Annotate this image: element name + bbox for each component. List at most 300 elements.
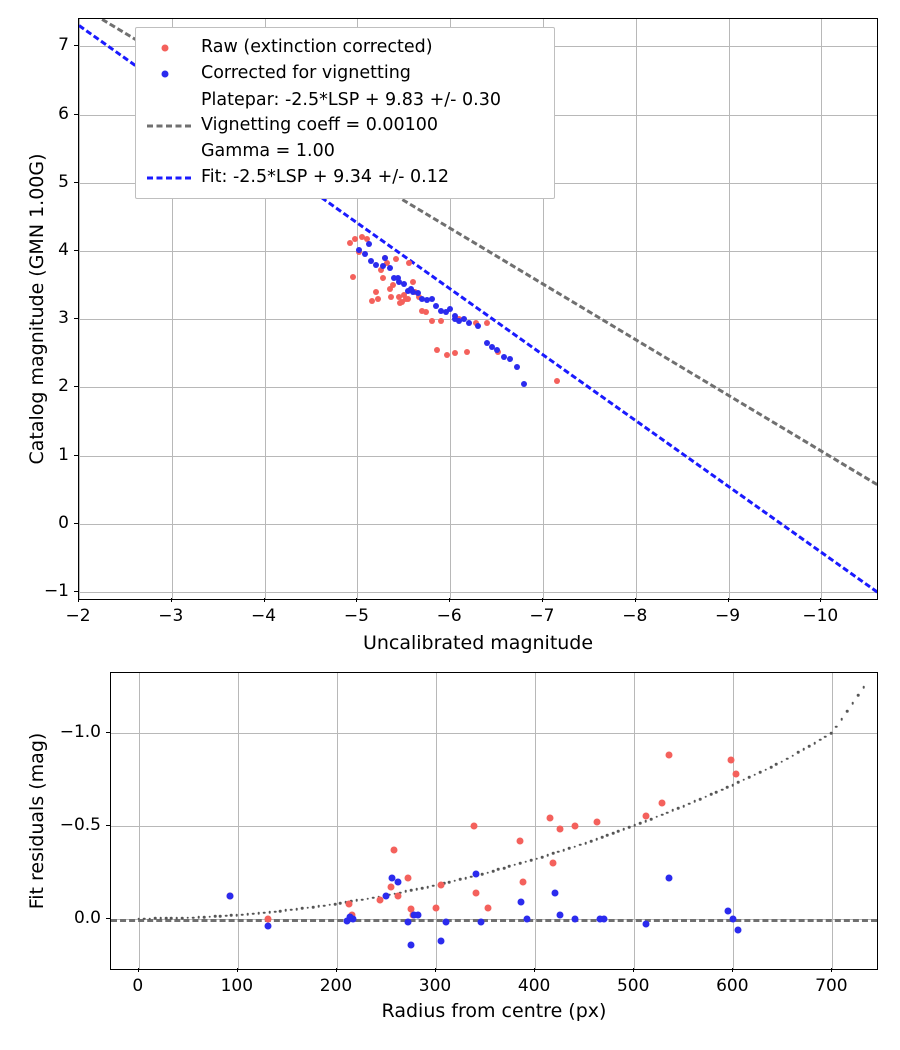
x-tick-label: −2 <box>65 606 91 626</box>
y-tick-label: −1 <box>43 581 69 602</box>
vignetting-curve-dot <box>846 710 849 713</box>
vignetting-curve-dot <box>862 686 865 689</box>
corrected-data-point <box>401 281 407 287</box>
raw-residual-point <box>264 915 271 922</box>
vignetting-curve-dot <box>672 809 675 812</box>
corrected-data-point <box>466 320 472 326</box>
y-tick-label: 0 <box>58 512 69 533</box>
zero-residual-line <box>111 919 877 922</box>
corrected-data-point <box>452 313 458 319</box>
gridline-vertical <box>436 673 437 969</box>
fit-residuals-plot <box>110 672 878 970</box>
vignetting-curve-dot <box>759 771 762 774</box>
x-tick <box>633 968 634 972</box>
legend-label-vignetting-coeff: Vignetting coeff = 0.00100 <box>201 115 439 136</box>
raw-residual-point <box>728 757 735 764</box>
x-tick-label: 700 <box>815 976 848 996</box>
y-tick <box>106 732 110 733</box>
vignetting-curve-dot <box>225 914 228 917</box>
raw-data-point <box>452 350 458 356</box>
x-tick-label: −8 <box>622 606 648 626</box>
vignetting-curve-dot <box>514 864 517 867</box>
x-tick <box>336 968 337 972</box>
gridline-vertical <box>729 19 730 599</box>
legend-label-platepar: Platepar: -2.5*LSP + 9.83 +/- 0.30 <box>201 89 501 110</box>
vignetting-curve-dot <box>486 871 489 874</box>
vignetting-curve-dot <box>355 899 358 902</box>
bottom-xaxis-label: Radius from centre (px) <box>381 1000 607 1022</box>
vignetting-curve-dot <box>601 836 604 839</box>
vignetting-curve-dot <box>813 742 816 745</box>
vignetting-curve-dot <box>181 917 184 920</box>
vignetting-curve-dot <box>268 911 271 914</box>
legend-row-raw <box>146 35 542 61</box>
x-tick <box>732 968 733 972</box>
vignetting-curve-dot <box>241 913 244 916</box>
corrected-data-point <box>362 251 368 257</box>
x-tick-label: 100 <box>220 976 254 996</box>
vignetting-curve-dot <box>257 912 260 915</box>
vignetting-curve-dot <box>677 807 680 810</box>
raw-residual-point <box>484 904 491 911</box>
corrected-data-point <box>507 356 513 362</box>
vignetting-curve-dot <box>317 905 320 908</box>
legend-label-corrected: Corrected for vignetting <box>201 63 411 84</box>
vignetting-curve-dot <box>753 773 756 776</box>
vignetting-curve-dot <box>541 856 544 859</box>
vignetting-curve-dot <box>557 850 560 853</box>
raw-residual-point <box>517 837 524 844</box>
corrected-data-point <box>366 241 372 247</box>
corrected-residual-point <box>551 889 558 896</box>
x-tick <box>728 598 729 602</box>
raw-residual-point <box>593 818 600 825</box>
vignetting-curve-dot <box>819 738 822 741</box>
corrected-residual-point <box>472 871 479 878</box>
y-tick <box>74 591 78 592</box>
vignetting-curve-dot <box>579 843 582 846</box>
corrected-data-point <box>395 275 401 281</box>
corrected-data-point <box>408 286 414 292</box>
raw-data-point <box>464 349 470 355</box>
top-yaxis-label: Catalog magnitude (GMN 1.00G) <box>26 153 48 465</box>
vignetting-curve-dot <box>590 840 593 843</box>
raw-data-point <box>352 236 358 242</box>
vignetting-curve-dot <box>666 811 669 814</box>
raw-data-point <box>444 352 450 358</box>
gridline-vertical <box>636 19 637 599</box>
x-tick-label: 200 <box>319 976 353 996</box>
vignetting-curve-dot <box>797 751 800 754</box>
corrected-data-point <box>387 265 393 271</box>
y-tick <box>74 182 78 183</box>
gridline-vertical <box>821 19 822 599</box>
vignetting-curve-dot <box>552 852 555 855</box>
vignetting-curve-dot <box>464 877 467 880</box>
gridline-horizontal <box>111 826 877 827</box>
corrected-data-point <box>373 262 379 268</box>
vignetting-curve-dot <box>165 917 168 920</box>
vignetting-curve-dot <box>628 826 631 829</box>
vignetting-curve-dot <box>612 832 615 835</box>
legend-label-gamma: Gamma = 1.00 <box>201 140 335 161</box>
raw-data-point <box>388 294 394 300</box>
y-tick <box>74 455 78 456</box>
vignetting-curve-dot <box>704 795 707 798</box>
raw-residual-point <box>437 882 444 889</box>
x-tick <box>78 598 79 602</box>
vignetting-curve-dot <box>148 917 151 920</box>
x-tick <box>831 968 832 972</box>
vignetting-curve-dot <box>274 910 277 913</box>
legend-label-fit: Fit: -2.5*LSP + 9.34 +/- 0.12 <box>201 167 449 188</box>
vignetting-curve-dot <box>688 802 691 805</box>
vignetting-curve-dot <box>503 867 506 870</box>
corrected-data-point <box>514 364 520 370</box>
vignetting-curve-dot <box>497 868 500 871</box>
y-tick <box>106 918 110 919</box>
bottom-yaxis-label: Fit residuals (mag) <box>26 732 48 910</box>
vignetting-curve-dot <box>524 861 527 864</box>
vignetting-curve-dot <box>410 889 413 892</box>
x-tick-label: −9 <box>715 606 741 626</box>
y-tick-label: 7 <box>58 35 69 56</box>
vignetting-curve-dot <box>323 904 326 907</box>
vignetting-curve-dot <box>650 818 653 821</box>
y-tick <box>74 250 78 251</box>
raw-residual-point <box>405 874 412 881</box>
corrected-residual-point <box>665 874 672 881</box>
vignetting-curve-dot <box>623 828 626 831</box>
x-tick <box>138 968 139 972</box>
corrected-data-point <box>501 354 507 360</box>
raw-data-point <box>484 320 490 326</box>
corrected-residual-point <box>730 915 737 922</box>
vignetting-curve-dot <box>742 779 745 782</box>
x-tick <box>237 968 238 972</box>
vignetting-curve-dot <box>290 909 293 912</box>
vignetting-curve-dot <box>415 888 418 891</box>
corrected-residual-point <box>442 919 449 926</box>
corrected-residual-point <box>556 912 563 919</box>
legend-label-platepar-group <box>201 88 501 164</box>
vignetting-curve-dot <box>737 781 740 784</box>
vignetting-curve-dot <box>791 754 794 757</box>
vignetting-curve-dot <box>459 878 462 881</box>
gridline-horizontal <box>79 524 877 525</box>
vignetting-curve-dot <box>246 913 249 916</box>
vignetting-curve-dot <box>802 748 805 751</box>
corrected-residual-point <box>735 926 742 933</box>
y-tick <box>74 318 78 319</box>
x-tick <box>435 968 436 972</box>
vignetting-curve-dot <box>432 885 435 888</box>
vignetting-curve-dot <box>176 917 179 920</box>
vignetting-curve-dot <box>563 849 566 852</box>
raw-residual-point <box>571 822 578 829</box>
x-tick-label: 600 <box>716 976 749 996</box>
vignetting-curve-dot <box>263 911 266 914</box>
x-tick <box>534 968 535 972</box>
x-tick-label: −3 <box>158 606 184 626</box>
vignetting-curve-dot <box>159 917 162 920</box>
x-tick <box>635 598 636 602</box>
top-legend <box>135 27 555 199</box>
vignetting-curve-dot <box>770 766 773 769</box>
vignetting-curve-dot <box>721 788 724 791</box>
corrected-residual-point <box>725 908 732 915</box>
vignetting-curve-dot <box>699 798 702 801</box>
vignetting-curve-dot <box>448 881 451 884</box>
y-tick-label: −0.5 <box>59 814 101 835</box>
raw-data-point <box>373 289 379 295</box>
vignetting-curve-dot <box>693 800 696 803</box>
vignetting-curve-dot <box>306 906 309 909</box>
vignetting-curve-dot <box>644 820 647 823</box>
legend-key-corrected-marker <box>146 65 192 83</box>
raw-data-point <box>554 378 560 384</box>
legend-row-platepar <box>146 87 542 165</box>
corrected-data-point <box>382 255 388 261</box>
vignetting-curve-dot <box>584 842 587 845</box>
x-tick <box>542 598 543 602</box>
corrected-data-point <box>489 344 495 350</box>
raw-residual-point <box>520 878 527 885</box>
vignetting-curve-dot <box>775 763 778 766</box>
vignetting-curve-dot <box>192 916 195 919</box>
x-tick-label: −7 <box>529 606 555 626</box>
vignetting-curve-dot <box>301 907 304 910</box>
y-tick <box>106 825 110 826</box>
vignetting-curve-dot <box>851 702 854 705</box>
vignetting-curve-dot <box>236 914 239 917</box>
raw-data-point <box>393 256 399 262</box>
legend-key-raw-marker <box>146 39 192 57</box>
raw-residual-point <box>643 813 650 820</box>
vignetting-curve-dot <box>835 726 838 729</box>
x-tick-label: 500 <box>616 976 650 996</box>
raw-residual-point <box>556 826 563 833</box>
vignetting-curve-dot <box>535 857 538 860</box>
gridline-vertical <box>634 673 635 969</box>
raw-residual-point <box>470 822 477 829</box>
vignetting-curve-dot <box>519 862 522 865</box>
corrected-residual-point <box>349 915 356 922</box>
x-tick-label: −6 <box>436 606 462 626</box>
y-tick <box>74 523 78 524</box>
raw-residual-point <box>658 800 665 807</box>
vignetting-curve-dot <box>857 694 860 697</box>
corrected-residual-point <box>437 938 444 945</box>
vignetting-curve-dot <box>334 903 337 906</box>
raw-residual-point <box>472 889 479 896</box>
vignetting-curve-dot <box>655 816 658 819</box>
vignetting-curve-dot <box>573 845 576 848</box>
x-tick <box>356 598 357 602</box>
vignetting-curve-dot <box>137 917 140 920</box>
vignetting-curve-dot <box>595 838 598 841</box>
corrected-data-point <box>380 263 386 269</box>
corrected-residual-point <box>477 919 484 926</box>
vignetting-curve-dot <box>617 830 620 833</box>
vignetting-curve-dot <box>606 834 609 837</box>
raw-data-point <box>423 309 429 315</box>
vignetting-curve-dot <box>824 735 827 738</box>
vignetting-curve-dot <box>781 761 784 764</box>
vignetting-curve-dot <box>154 917 157 920</box>
corrected-data-point <box>475 323 481 329</box>
gridline-horizontal <box>79 456 877 457</box>
x-tick <box>171 598 172 602</box>
gridline-vertical <box>238 673 239 969</box>
vignetting-curve-dot <box>633 824 636 827</box>
corrected-residual-point <box>405 919 412 926</box>
vignetting-curve-dot <box>219 915 222 918</box>
vignetting-curve-dot <box>366 897 369 900</box>
raw-data-point <box>429 318 435 324</box>
vignetting-curve-dot <box>481 873 484 876</box>
vignetting-curve-dot <box>296 908 299 911</box>
corrected-data-point <box>447 306 453 312</box>
raw-data-point <box>399 299 405 305</box>
vignetting-curve-dot <box>661 813 664 816</box>
corrected-data-point <box>429 296 435 302</box>
vignetting-curve-dot <box>361 898 364 901</box>
legend-key-platepar-line <box>146 117 192 135</box>
legend-label-raw: Raw (extinction corrected) <box>201 37 433 58</box>
raw-data-point <box>406 260 412 266</box>
y-tick <box>74 114 78 115</box>
corrected-residual-point <box>408 941 415 948</box>
vignetting-curve-dot <box>230 914 233 917</box>
corrected-residual-point <box>571 915 578 922</box>
gridline-horizontal <box>79 592 877 593</box>
vignetting-curve-dot <box>546 854 549 857</box>
vignetting-curve-dot <box>841 718 844 721</box>
vignetting-curve-dot <box>252 912 255 915</box>
raw-residual-point <box>345 900 352 907</box>
corrected-residual-point <box>415 912 422 919</box>
raw-data-point <box>380 275 386 281</box>
y-tick-label: −1.0 <box>59 721 101 742</box>
vignetting-curve-dot <box>568 847 571 850</box>
x-tick <box>820 598 821 602</box>
raw-residual-point <box>549 859 556 866</box>
corrected-residual-point <box>643 921 650 928</box>
vignetting-curve-dot <box>208 915 211 918</box>
raw-residual-point <box>433 904 440 911</box>
x-tick-label: 300 <box>418 976 452 996</box>
raw-residual-point <box>388 884 395 891</box>
legend-row-corrected <box>146 61 542 87</box>
y-tick-label: 3 <box>58 308 69 329</box>
y-tick <box>74 45 78 46</box>
gridline-vertical <box>733 673 734 969</box>
corrected-residual-point <box>383 893 390 900</box>
raw-data-point <box>350 274 356 280</box>
vignetting-curve-dot <box>214 915 217 918</box>
corrected-residual-point <box>524 915 531 922</box>
vignetting-curve-dot <box>454 879 457 882</box>
raw-residual-point <box>665 751 672 758</box>
vignetting-curve-dot <box>426 886 429 889</box>
gridline-horizontal <box>111 733 877 734</box>
vignetting-curve-dot <box>682 805 685 808</box>
corrected-residual-point <box>518 898 525 905</box>
raw-residual-point <box>546 815 553 822</box>
corrected-residual-point <box>226 893 233 900</box>
x-tick-label: −4 <box>251 606 277 626</box>
corrected-residual-point <box>601 915 608 922</box>
raw-data-point <box>438 318 444 324</box>
vignetting-curve-dot <box>732 784 735 787</box>
vignetting-curve-dot <box>372 896 375 899</box>
x-tick <box>449 598 450 602</box>
y-tick-label: 4 <box>58 240 69 260</box>
vignetting-curve-dot <box>285 909 288 912</box>
vignetting-curve-dot <box>203 916 206 919</box>
x-tick <box>264 598 265 602</box>
vignetting-curve-dot <box>279 910 282 913</box>
vignetting-curve-dot <box>808 745 811 748</box>
y-tick-label: 0.0 <box>73 907 101 928</box>
y-tick-label: 5 <box>58 171 69 192</box>
vignetting-curve-dot <box>764 768 767 771</box>
x-tick-label: −5 <box>343 606 369 626</box>
y-tick-label: 1 <box>58 444 69 465</box>
raw-data-point <box>434 347 440 353</box>
vignetting-curve-dot <box>530 859 533 862</box>
y-tick-label: 6 <box>58 103 69 124</box>
bottom-plot-area <box>111 673 877 969</box>
gridline-vertical <box>535 673 536 969</box>
x-tick-label: 400 <box>517 976 551 996</box>
raw-data-point <box>405 296 411 302</box>
raw-residual-point <box>376 897 383 904</box>
corrected-residual-point <box>395 878 402 885</box>
legend-key-fit-line <box>146 169 192 187</box>
corrected-residual-point <box>264 923 271 930</box>
raw-data-point <box>410 279 416 285</box>
vignetting-curve-dot <box>405 890 408 893</box>
vignetting-curve-dot <box>508 865 511 868</box>
raw-residual-point <box>391 846 398 853</box>
vignetting-curve-dot <box>170 917 173 920</box>
corrected-data-point <box>521 381 527 387</box>
raw-residual-point <box>733 770 740 777</box>
vignetting-curve-dot <box>197 916 200 919</box>
vignetting-curve-dot <box>710 793 713 796</box>
vignetting-curve-dot <box>786 758 789 761</box>
vignetting-curve-dot <box>830 732 833 735</box>
raw-data-point <box>387 286 393 292</box>
vignetting-curve-dot <box>421 887 424 890</box>
top-xaxis-label: Uncalibrated magnitude <box>362 632 594 654</box>
vignetting-curve-dot <box>715 791 718 794</box>
gridline-vertical <box>139 673 140 969</box>
gridline-horizontal <box>79 387 877 388</box>
vignetting-curve-dot <box>312 906 315 909</box>
vignetting-curve-dot <box>187 917 190 920</box>
y-tick-label: 2 <box>58 376 69 397</box>
vignetting-curve-dot <box>639 822 642 825</box>
gridline-vertical <box>79 19 80 599</box>
gridline-vertical <box>832 673 833 969</box>
vignetting-curve-dot <box>143 917 146 920</box>
vignetting-curve-dot <box>339 902 342 905</box>
raw-data-point <box>375 296 381 302</box>
vignetting-curve-dot <box>492 870 495 873</box>
